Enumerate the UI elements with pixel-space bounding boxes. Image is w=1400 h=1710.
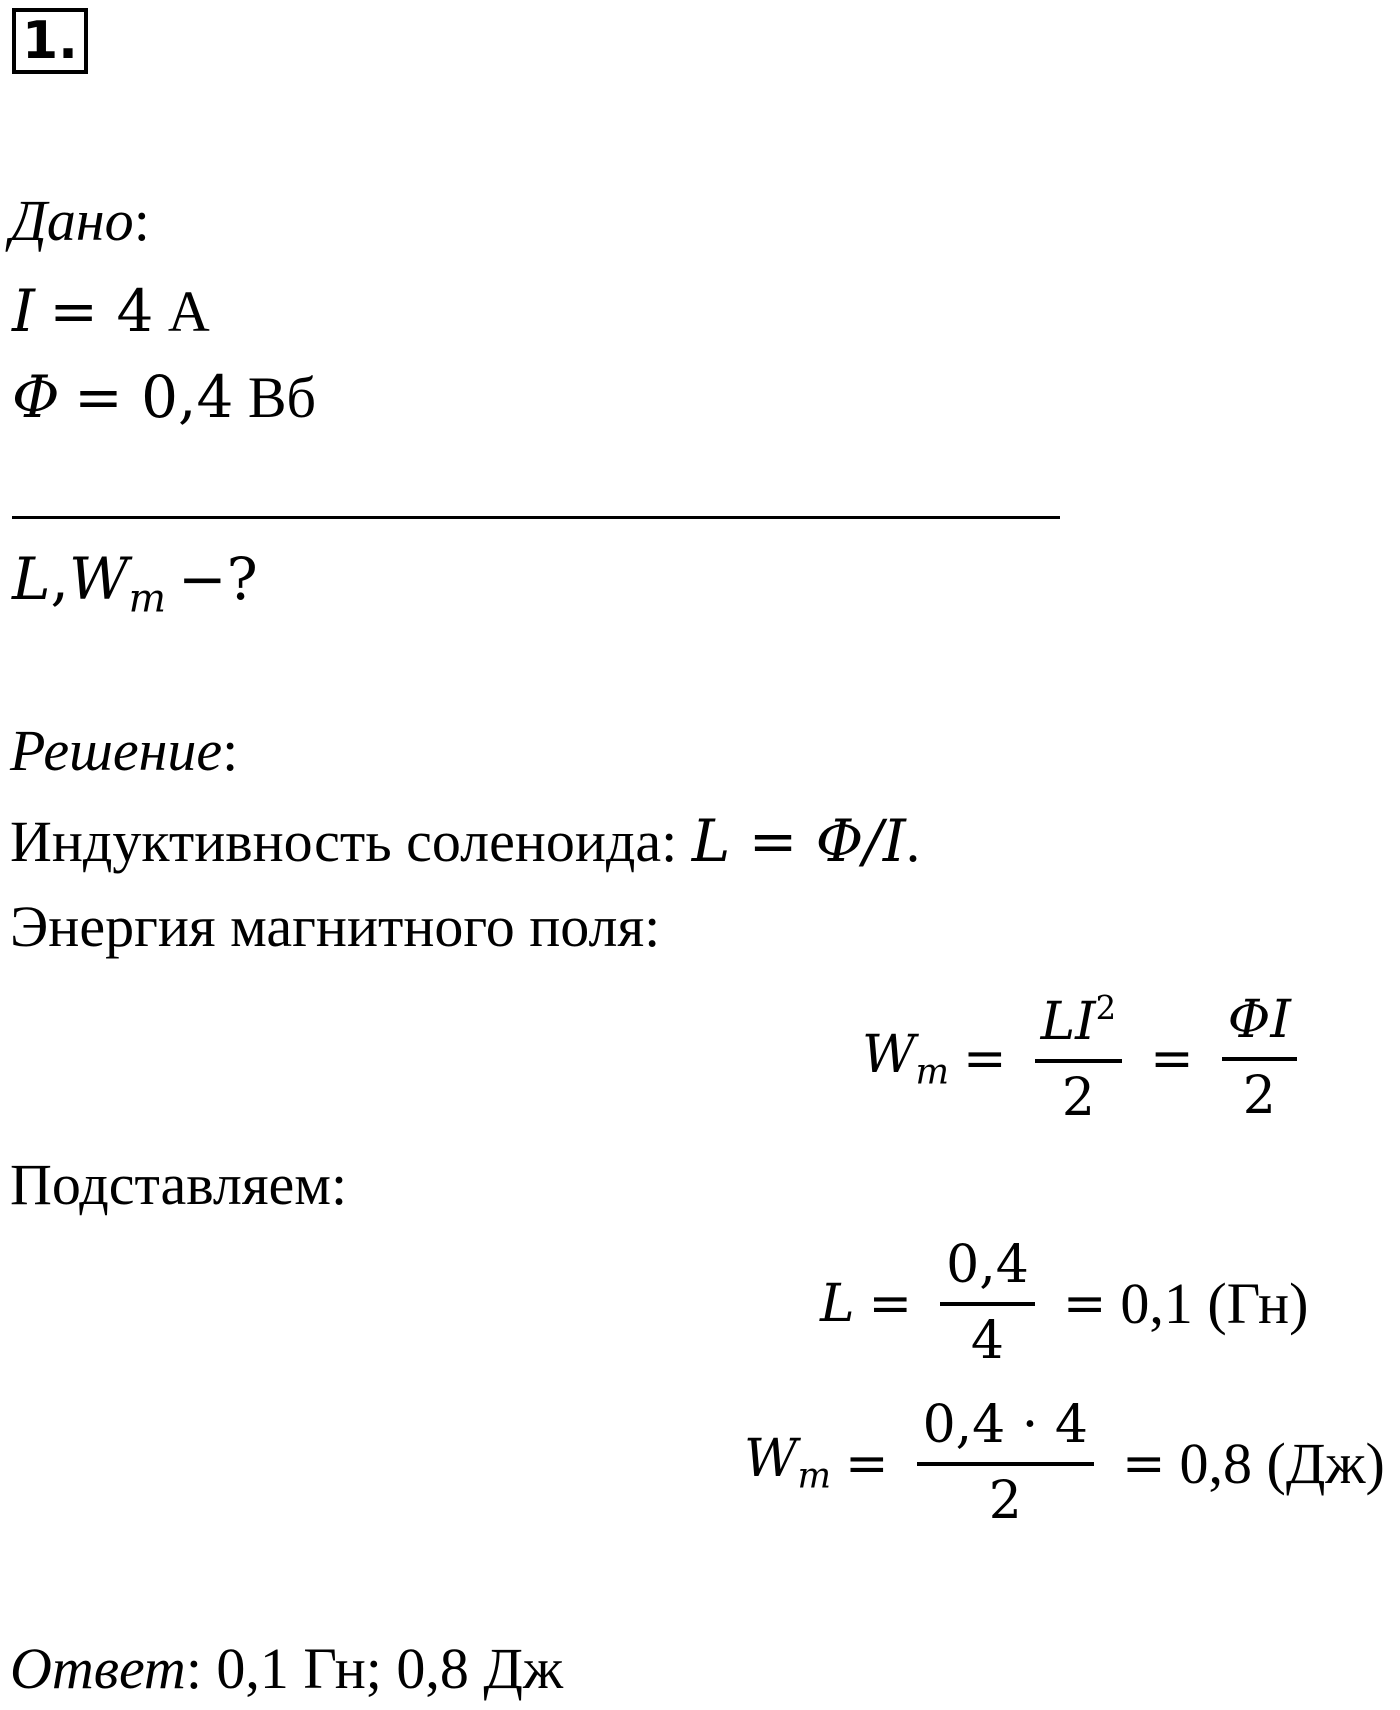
calc-L-numerator: 0,4 xyxy=(946,1235,1029,1295)
problem-number: 1. xyxy=(12,8,88,74)
energy-fraction-2 xyxy=(1222,991,1297,1127)
find-tail: −? xyxy=(177,545,258,613)
calc-inductance: L = $\frac{0,4}{4}$ = 0,1 (Гн) xyxy=(820,1235,1309,1371)
given-current: I = 4 А xyxy=(12,277,210,345)
energy-fraction-1-denominator: 2 xyxy=(1061,1067,1095,1128)
calc-L-fraction xyxy=(940,1236,1035,1372)
solution-line-inductance xyxy=(10,807,921,875)
calc-W-denominator: 2 xyxy=(988,1470,1022,1531)
find-W: W xyxy=(68,545,129,613)
calc-energy: $W_m$ = $\frac{0,4 \cdot 4}{2}$ = 0,8 (Дж) xyxy=(744,1395,1385,1531)
energy-fraction-2-numerator: ΦI xyxy=(1227,990,1291,1051)
given-heading-text: Дано xyxy=(10,188,134,253)
calc-W-result: 0,8 (Дж) xyxy=(1179,1430,1385,1496)
solution-heading xyxy=(10,718,239,783)
fraction-bar xyxy=(1035,1059,1123,1063)
answer-heading: Ответ xyxy=(10,1636,186,1701)
solution-line-energy: Энергия магнитного поля: xyxy=(10,894,661,959)
find-comma: , xyxy=(50,545,69,613)
energy-fraction-2-denominator: 2 xyxy=(1242,1066,1276,1127)
given-divider xyxy=(12,516,1060,519)
energy-fraction-1 xyxy=(1035,990,1123,1129)
calc-W-lhs: $W_m$ xyxy=(744,1429,831,1497)
given-heading xyxy=(10,188,150,253)
answer-text: : 0,1 Гн; 0,8 Дж xyxy=(185,1636,564,1701)
solution-heading-colon: : xyxy=(222,718,239,783)
given-flux: Φ = 0,4 Вб xyxy=(12,363,317,431)
energy-fraction-1-numerator: $LI^2$ xyxy=(1040,989,1117,1052)
find-L: L xyxy=(12,545,51,613)
flux-unit: Вб xyxy=(247,365,317,430)
given-heading-colon: : xyxy=(133,188,150,253)
fraction-bar xyxy=(1222,1057,1297,1061)
current-unit: А xyxy=(167,279,210,344)
current-value: 4 xyxy=(116,277,154,345)
energy-lhs: $W_m$ xyxy=(862,1024,949,1093)
find-W-sub: m xyxy=(128,575,166,622)
substitute-line: Подставляем: xyxy=(10,1152,348,1217)
calc-W-numerator: 0,4 · 4 xyxy=(922,1395,1088,1455)
calc-L-denominator: 4 xyxy=(970,1310,1004,1371)
calc-W-fraction xyxy=(917,1396,1094,1532)
fraction-bar xyxy=(917,1462,1094,1466)
flux-symbol: Φ xyxy=(12,363,60,431)
solution-heading-text: Решение xyxy=(10,718,223,783)
inductance-period: . xyxy=(905,809,921,874)
energy-formula: $W_m$ = $\frac{LI^2}{2}$ = $\frac{\Phi I}{2}$ xyxy=(862,990,1311,1129)
find-line xyxy=(12,545,258,622)
calc-L-lhs: L xyxy=(820,1273,855,1334)
inductance-text: Индуктивность соленоида: xyxy=(10,809,692,874)
flux-value: 0,4 xyxy=(141,363,234,431)
answer-line xyxy=(10,1636,564,1701)
inductance-formula: L = Φ/I xyxy=(691,807,906,875)
fraction-bar xyxy=(940,1302,1035,1306)
calc-L-result: 0,1 (Гн) xyxy=(1120,1270,1309,1336)
current-symbol: I xyxy=(12,277,35,345)
